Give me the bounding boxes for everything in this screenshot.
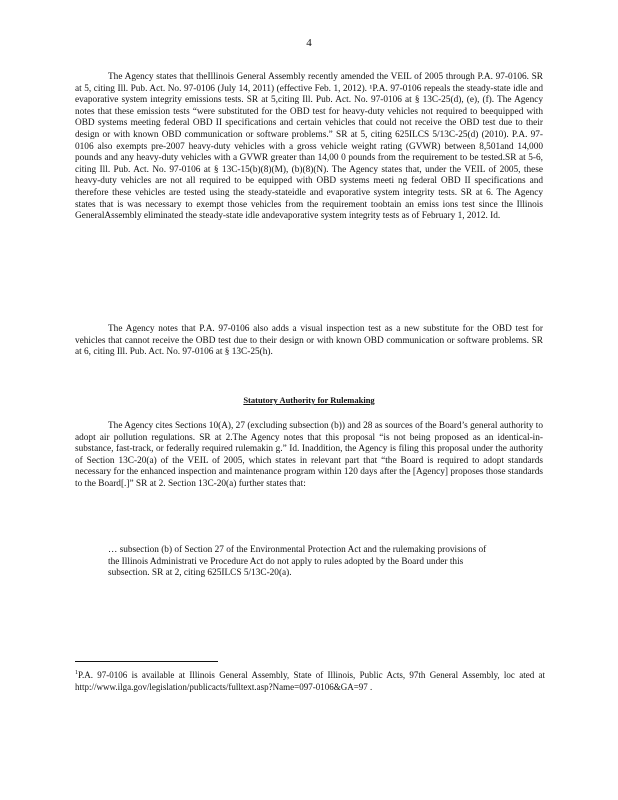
paragraph-text: The Agency cites Sections 10(A), 27 (excluding subsection (b)) and 28 as sources of the Board’s general authority to adopt air pollution regulations. SR at 2.The Agency notes that this proposal “is not being proposed as an identical-in-substance, fast-track, or federally required rulemakin g.” Id. Inaddition, the Agency is filing this proposal under the authority of Section 13C-20(a) of the VEIL of 2005, which states in relevant part that “the Board is required to adopt standards necessary for the enhanced inspection and maintenance program within 120 days after the [Agency] proposes those standards to the Board[.]” SR at 2. Section 13C-20(a) further states that: [75,421,543,489]
paragraph-text: The Agency notes that P.A. 97-0106 also adds a visual inspection test as a new substitute for the OBD test for vehicles that cannot receive the OBD test due to their design or with known OBD communication or software problems. SR at 6, citing Ill. Pub. Act. No. 97-0106 at § 13C-25(h). [75,324,543,358]
paragraph-veil-amendment [75,72,543,223]
footnote-text: P.A. 97-0106 is available at Illinois General Assembly, State of Illinois, Public Acts, 97th General Assembly, loc ated at http://www.ilga.gov/legislation/publicacts/fulltext.asp?Name=097-0106&GA=97 . [75,670,545,692]
paragraph-visual-inspection [75,324,543,359]
section-heading [0,395,618,405]
paragraph-text: The Agency states that theIllinois General Assembly recently amended the VEIL of 2005 through P.A. 97-0106. SR at 5, citing Ill. Pub. Act. No. 97-0106 (July 14, 2011) (effective Feb. 1, 2012). ¹P.A. 97-0106 repeals the steady-state idle and evaporative system integrity emissions tests. SR at 5,citing Ill. Pub. Act. No. 97-0106 at § 13C-25(d), (e), (f). The Agency notes that these emission tests “were substituted for the OBD test for heavy-duty vehicles not required to beequipped with OBD systems meeting federal OBD II specifications and certain vehicles that could not receive the OBD test due to their design or with known OBD communication or software problems.” SR at 5, citing 625ILCS 5/13C-25(d) (2010). P.A. 97-0106 also exempts pre-2007 heavy-duty vehicles with a gross vehicle weight rating (GVWR) between 8,501and 14,000 pounds and any heavy-duty vehicles with a GVWR greater than 14,00 0 pounds from the requirement to be tested.SR at 5-6, citing Ill. Pub. Act. No. 97-0106 at § 13C-15(b)(8)(M), (b)(8)(N). The Agency states that, under the VEIL of 2005, these heavy-duty vehicles are not all required to be equipped with OBD systems meeti ng federal OBD II specifications and therefore these vehicles are tested using the steady-stateidle and evaporative system integrity tests. SR at 6. The Agency states that is was necessary to exempt those vehicles from the requirement toobtain an emiss ions test since the Illinois GeneralAssembly eliminated the steady-state idle andevaporative system integrity tests as of February 1, 2012. Id. [75,72,543,222]
section-heading-text: Statutory Authority for Rulemaking [243,395,375,405]
footnote-marker: 1 [75,670,78,676]
footnote-divider [75,661,218,662]
paragraph-statutory-authority [75,421,543,491]
footnote [75,670,545,693]
page-number: 4 [306,37,312,49]
block-quote: … subsection (b) of Section 27 of the Environmental Protection Act and the rulemaking provisions of the Illinois Administrati ve Procedure Act do not apply to rules adopted by the Board under this subsection. SR at 2, citing 625ILCS 5/13C-20(a). [108,545,487,579]
